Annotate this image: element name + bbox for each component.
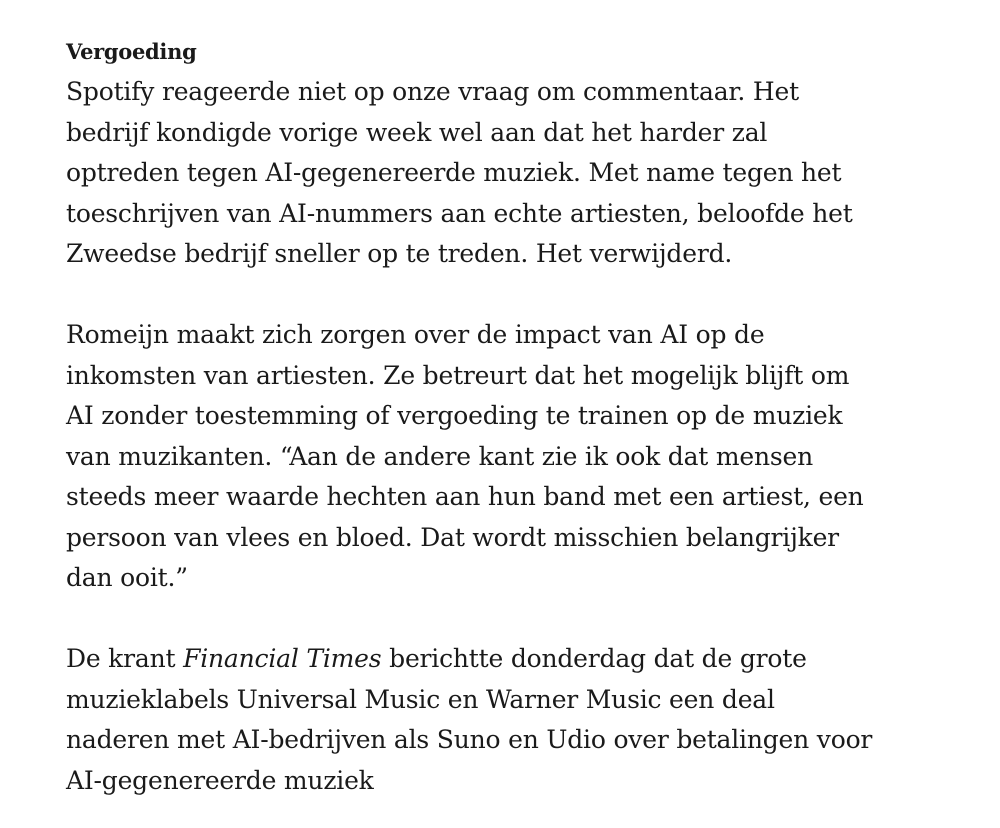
paragraph-line: steeds meer waarde hechten aan hun band met een artiest, een xyxy=(66,482,864,511)
paragraph-romeijn xyxy=(66,315,946,599)
article-body xyxy=(66,32,946,801)
section-heading: Vergoeding xyxy=(66,39,197,64)
paragraph-financial-times xyxy=(66,639,946,801)
line-suffix: berichtte donderdag dat de grote xyxy=(381,644,807,673)
paragraph-line: muzieklabels Universal Music en Warner Music een deal xyxy=(66,684,775,714)
paragraph-line: Spotify reageerde niet op onze vraag om commentaar. Het xyxy=(66,77,799,106)
paragraph-line: van muzikanten. “Aan de andere kant zie ik ook dat mensen xyxy=(66,441,814,471)
paragraph-line: AI-gegenereerde muziek xyxy=(66,765,374,795)
paragraph-line: optreden tegen AI-gegenereerde muziek. Met name tegen het xyxy=(66,158,842,187)
paragraph-line xyxy=(66,639,946,680)
paragraph-line: dan ooit.” xyxy=(66,563,188,592)
paragraph-line: AI zonder toestemming of vergoeding te trainen op de muziek xyxy=(66,401,843,430)
paragraph-line: bedrijf kondigde vorige week wel aan dat het harder zal xyxy=(66,117,768,147)
paragraph-line: inkomsten van artiesten. Ze betreurt dat het mogelijk blijft om xyxy=(66,360,850,390)
publication-name: Financial Times xyxy=(183,644,382,673)
paragraph-line: Romeijn maakt zich zorgen over de impact van AI op de xyxy=(66,320,765,349)
paragraph-line: naderen met AI-bedrijven als Suno en Udio over betalingen voor xyxy=(66,725,873,754)
paragraph-spotify xyxy=(66,72,946,275)
paragraph-line: toeschrijven van AI-nummers aan echte artiesten, beloofde het xyxy=(66,198,853,228)
paragraph-line: Zweedse bedrijf sneller op te treden. Het verwijderd. xyxy=(66,239,733,268)
line-prefix: De krant xyxy=(66,644,184,673)
paragraph-line: persoon van vlees en bloed. Dat wordt misschien belangrijker xyxy=(66,522,839,552)
